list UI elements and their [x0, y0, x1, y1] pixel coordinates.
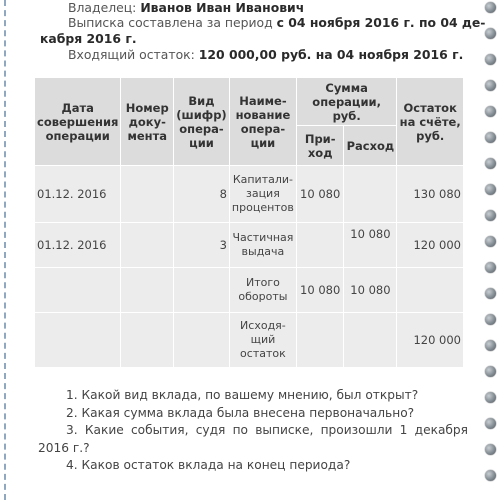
cell-operation-code: 8: [174, 166, 230, 223]
opening-balance-value: 120 000,00 руб. на 04 ноября 2016 г.: [198, 47, 464, 62]
col-header-balance: Остаток на счёте, руб.: [397, 78, 464, 166]
binding-ring-icon: [485, 236, 496, 247]
binding-ring-icon: [485, 158, 496, 169]
binding-ring-icon: [485, 392, 496, 403]
binding-ring-icon: [485, 314, 496, 325]
cell-balance: 120 000: [397, 223, 464, 268]
question-item: 4. Каков остаток вклада на конец периода?: [66, 458, 351, 473]
cell-income: 10 080: [296, 268, 344, 313]
cell-operation-code: [174, 268, 230, 313]
cell-income: [296, 313, 344, 368]
table-row: [35, 223, 464, 268]
cell-date: [35, 268, 121, 313]
period-value-continued: кабря 2016 г.: [40, 31, 137, 46]
question-item: 2. Какая сумма вклада была внесена первоначально?: [66, 405, 415, 420]
cell-operation-name: Итого обороты: [229, 268, 296, 313]
col-header-sum: Сумма операции, руб.: [296, 78, 396, 126]
period-value: с 04 ноября 2016 г. по 04 де-: [276, 15, 486, 30]
questions-list: [38, 387, 468, 475]
cell-operation-name: Капитали-зация процентов: [229, 166, 296, 223]
cell-date: 01.12. 2016: [35, 223, 121, 268]
cell-expense: 10 080: [344, 268, 397, 313]
binding-ring-icon: [485, 54, 496, 65]
binding-ring-icon: [485, 132, 496, 143]
col-header-income: При-ход: [296, 126, 344, 166]
owner-line: [68, 0, 304, 16]
cell-date: [35, 313, 121, 368]
cell-balance: [397, 268, 464, 313]
cell-operation-code: 3: [174, 223, 230, 268]
binding-ring-icon: [485, 262, 496, 273]
cell-expense: [344, 313, 397, 368]
spiral-binding: [482, 0, 498, 500]
opening-balance-line: [68, 47, 463, 63]
col-header-date: Дата совершения операции: [35, 78, 121, 166]
cell-balance: 130 080: [397, 166, 464, 223]
binding-ring-icon: [485, 80, 496, 91]
cell-doc-number: [121, 313, 174, 368]
cell-date: 01.12. 2016: [35, 166, 121, 223]
table-row: [35, 313, 464, 368]
cell-expense: 10 080: [344, 223, 397, 268]
binding-ring-icon: [485, 28, 496, 39]
col-header-expense: Расход: [344, 126, 397, 166]
question-item: 1. Какой вид вклада, по вашему мнению, был открыт?: [66, 388, 419, 402]
period-line-continued: [40, 31, 137, 47]
binding-ring-icon: [485, 288, 496, 299]
binding-ring-icon: [485, 470, 496, 481]
cell-balance: 120 000: [397, 313, 464, 368]
binding-ring-icon: [485, 444, 496, 455]
binding-ring-icon: [485, 210, 496, 221]
period-label: Выписка составлена за период: [68, 15, 273, 30]
binding-ring-icon: [485, 340, 496, 351]
cell-operation-name: Исходя-щий остаток: [229, 313, 296, 368]
col-header-operation-code: Вид (шифр) опера-ции: [174, 78, 230, 166]
cell-doc-number: [121, 166, 174, 223]
binding-ring-icon: [485, 106, 496, 117]
margin-line: [4, 0, 6, 500]
cell-doc-number: [121, 268, 174, 313]
binding-ring-icon: [485, 418, 496, 429]
owner-name: Иванов Иван Иванович: [140, 0, 305, 15]
col-header-operation-name: Наиме-нование опера-ции: [229, 78, 296, 166]
cell-income: 10 080: [296, 166, 344, 223]
table-row: [35, 166, 464, 223]
period-line: [68, 15, 485, 31]
opening-balance-label: Входящий остаток:: [68, 47, 195, 62]
statement-table: [34, 77, 464, 368]
cell-operation-name: Частичная выдача: [229, 223, 296, 268]
table-row: [35, 268, 464, 313]
cell-income: [296, 223, 344, 268]
owner-label: Владелец:: [68, 0, 137, 15]
binding-ring-icon: [485, 184, 496, 195]
binding-ring-icon: [485, 366, 496, 377]
cell-expense: [344, 166, 397, 223]
question-item: 3. Какие события, судя по выписке, произошли 1 декабря 2016 г.?: [38, 423, 468, 455]
cell-doc-number: [121, 223, 174, 268]
col-header-doc-number: Номер доку-мента: [121, 78, 174, 166]
binding-ring-icon: [485, 2, 496, 13]
cell-operation-code: [174, 313, 230, 368]
